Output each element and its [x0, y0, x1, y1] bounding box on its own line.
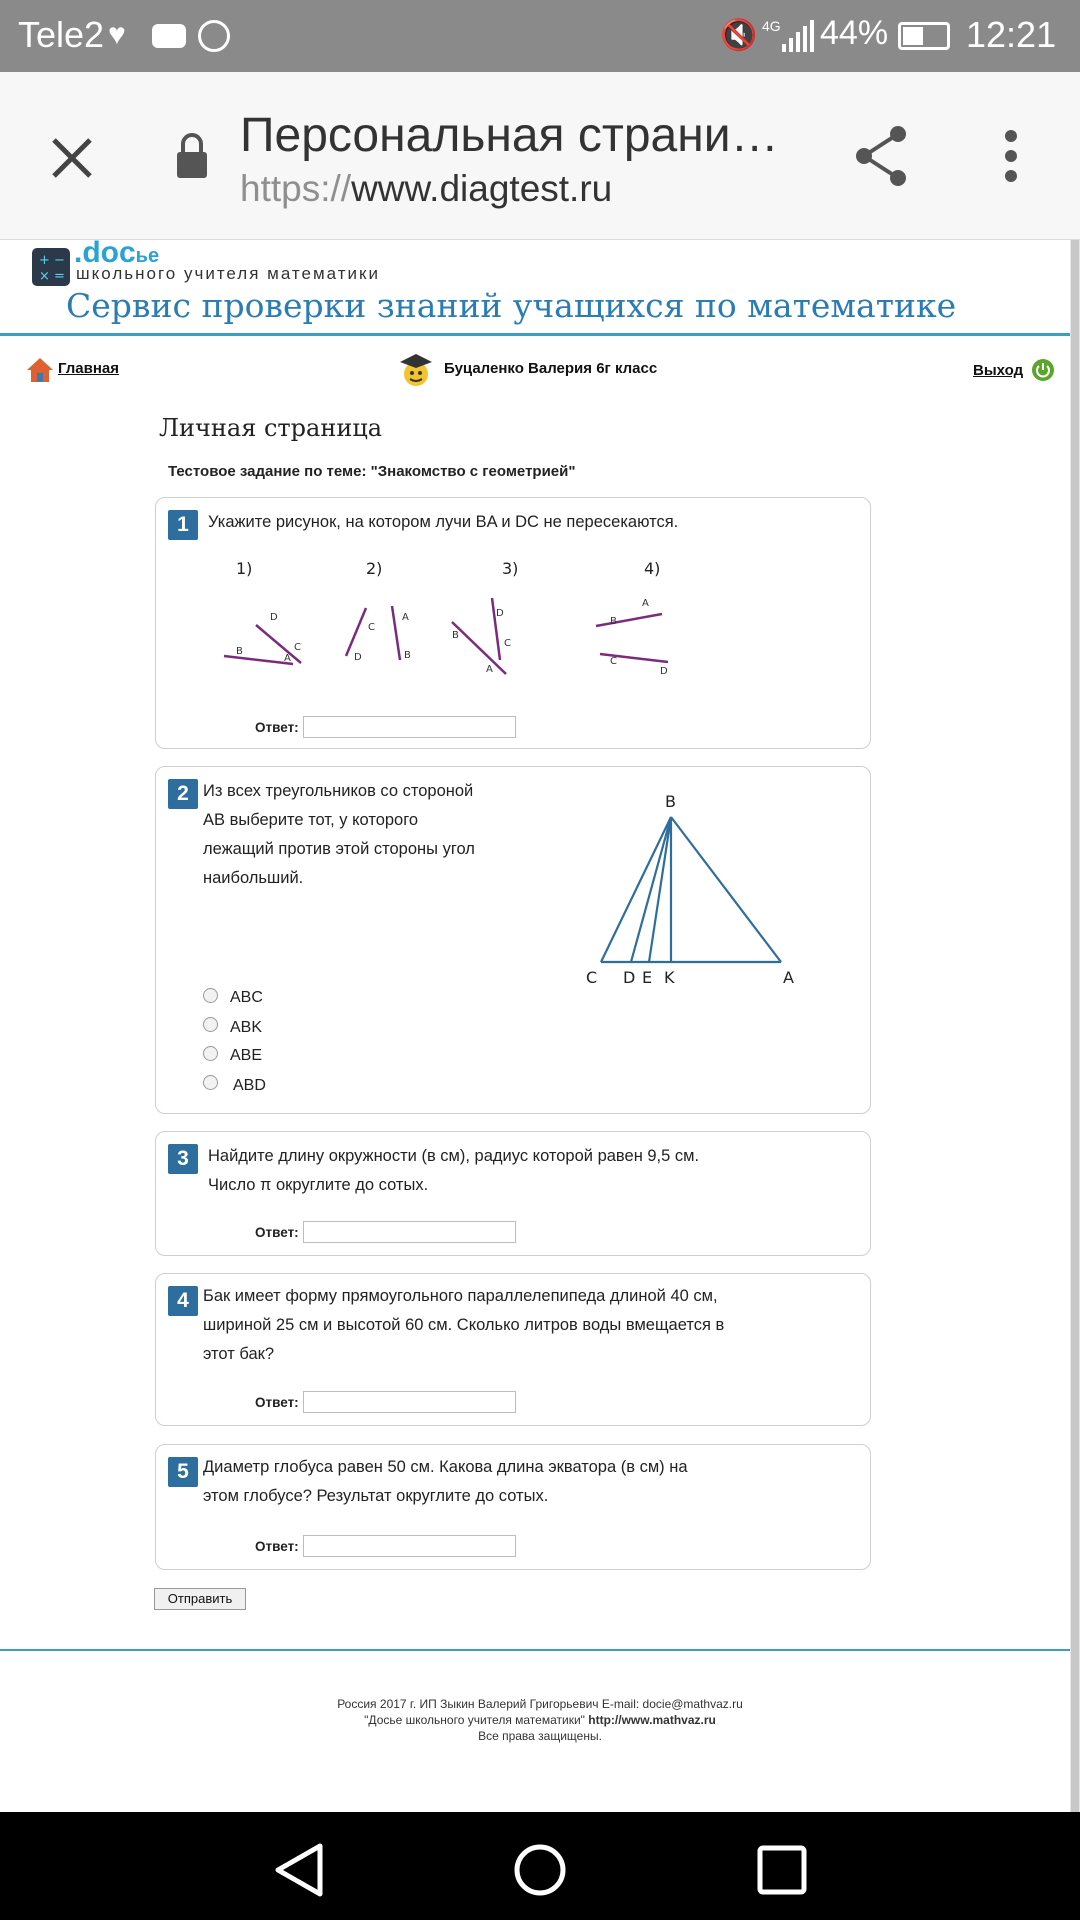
section-heading: Личная страница [159, 414, 383, 442]
triangle-figure [541, 787, 821, 987]
svg-text:B: B [665, 792, 676, 811]
question-card-1 [155, 497, 871, 749]
svg-text:C: C [610, 656, 617, 667]
carrier-name: Tele2 [18, 14, 105, 55]
svg-text:4): 4) [644, 560, 661, 578]
svg-text:A: A [486, 664, 493, 675]
address-bar[interactable] [240, 168, 612, 210]
system-nav-bar [0, 1812, 1080, 1920]
svg-text:K: K [664, 968, 675, 987]
logo-text: .docье [74, 240, 160, 269]
mute-icon: 🔇 [720, 19, 758, 52]
footer-line-3: Все права защищены. [478, 1729, 602, 1743]
svg-text:2): 2) [366, 560, 383, 578]
option-radio-abd[interactable] [203, 1075, 218, 1090]
status-bar [0, 0, 1080, 72]
svg-text:+ −: + − [39, 253, 65, 268]
network-type: 4G [762, 18, 781, 34]
svg-text:× =: × = [39, 269, 65, 284]
browser-toolbar [0, 72, 1080, 240]
svg-text:A: A [402, 612, 409, 623]
svg-text:1): 1) [236, 560, 253, 578]
question-card-5 [155, 1444, 871, 1570]
option-label: ABC [230, 989, 263, 1006]
svg-text:3): 3) [502, 560, 519, 578]
svg-text:C: C [504, 638, 511, 649]
svg-text:D: D [623, 968, 636, 987]
question-text: Укажите рисунок, на котором лучи BA и DC не пересекаются. [208, 513, 679, 531]
svg-text:B: B [236, 646, 243, 657]
question-text: Из всех треугольников со стороной AB выберите тот, у которого лежащий против этой стороны угол наибольший. [203, 782, 475, 887]
option-radio-abc[interactable] [203, 988, 218, 1003]
question-card-4 [155, 1273, 871, 1426]
answer-input-4[interactable] [303, 1391, 516, 1413]
whatsapp-icon [198, 20, 230, 52]
answer-label: Ответ: [255, 1225, 299, 1240]
question-text: Найдите длину окружности (в см), радиус которой равен 9,5 см. Число π округлите до сотых. [208, 1147, 700, 1194]
svg-text:D: D [496, 608, 504, 619]
lock-icon [174, 130, 210, 180]
svg-text:C: C [294, 642, 301, 653]
svg-text:D: D [270, 612, 278, 623]
logo-subtitle: школьного учителя математики [76, 264, 380, 283]
share-icon[interactable] [852, 124, 912, 188]
question-number: 1 [168, 510, 198, 540]
option-radio-abe[interactable] [203, 1046, 218, 1061]
scrollbar[interactable] [1070, 240, 1080, 1812]
footer-divider [0, 1649, 1080, 1651]
option-label: ABK [230, 1019, 263, 1036]
answer-input-5[interactable] [303, 1535, 516, 1557]
svg-text:C: C [368, 622, 375, 633]
submit-button[interactable]: Отправить [154, 1588, 246, 1610]
question-number: 4 [168, 1286, 198, 1316]
question-number: 3 [168, 1144, 198, 1174]
svg-text:A: A [642, 598, 649, 609]
svg-text:E: E [642, 968, 653, 987]
question-number: 2 [168, 779, 198, 809]
footer [0, 1696, 1080, 1744]
answer-label: Ответ: [255, 1395, 299, 1410]
rays-figure [216, 560, 776, 680]
svg-text:A: A [783, 968, 794, 987]
answer-input-1[interactable] [303, 716, 516, 738]
nav-home-link[interactable]: Главная [58, 360, 120, 377]
svg-text:A: A [284, 653, 291, 664]
signal-icon [780, 18, 816, 54]
page-title: Персональная страни… [240, 109, 779, 162]
question-card-3 [155, 1131, 871, 1256]
svg-text:B: B [610, 616, 617, 627]
power-icon[interactable] [1031, 358, 1055, 382]
close-icon[interactable] [50, 136, 94, 180]
question-number: 5 [168, 1457, 198, 1487]
question-card-2 [155, 766, 871, 1114]
question-text: Диаметр глобуса равен 50 см. Какова длина экватора (в см) на этом глобусе? Результат округлите до сотых. [203, 1458, 688, 1505]
home-icon[interactable] [26, 356, 54, 384]
url-scheme: https:// [240, 168, 352, 209]
answer-input-3[interactable] [303, 1221, 516, 1243]
answer-label: Ответ: [255, 720, 299, 735]
battery-icon [898, 22, 950, 50]
svg-text:B: B [452, 630, 459, 641]
option-radio-abk[interactable] [203, 1017, 218, 1032]
home-button-icon[interactable] [512, 1842, 568, 1898]
answer-label: Ответ: [255, 1539, 299, 1554]
footer-link[interactable]: http://www.mathvaz.ru [588, 1713, 716, 1727]
back-icon[interactable] [272, 1842, 328, 1898]
recents-icon[interactable] [756, 1844, 808, 1896]
student-avatar-icon [394, 352, 438, 388]
youtube-icon [152, 24, 186, 48]
svg-text:B: B [404, 650, 411, 661]
logo-calculator-icon [32, 248, 70, 286]
option-label: ABD [233, 1077, 266, 1094]
svg-text:C: C [586, 968, 598, 987]
user-name: Буцаленко Валерия 6г класс [444, 360, 658, 377]
option-label: ABE [230, 1047, 263, 1064]
more-options-icon[interactable] [1000, 128, 1022, 184]
health-icon: ♥ [108, 18, 126, 51]
svg-text:D: D [354, 652, 362, 663]
web-page [0, 240, 1080, 1812]
footer-line-1: Россия 2017 г. ИП Зыкин Валерий Григорьевич E-mail: docie@mathvaz.ru [337, 1697, 743, 1711]
url-host: www.diagtest.ru [351, 168, 613, 209]
site-header-title: Сервис проверки знаний учащихся по математике [66, 286, 957, 325]
question-text: Бак имеет форму прямоугольного параллелепипеда длиной 40 см, шириной 25 см и высотой 60 см. Сколько литров воды вмещается в этот бак? [203, 1287, 725, 1363]
footer-line-2: "Досье школьного учителя математики" http://www.mathvaz.ru [364, 1713, 716, 1727]
header-divider [0, 333, 1080, 336]
test-topic: Тестовое задание по теме: "Знакомство с геометрией" [168, 463, 576, 480]
battery-percent: 44% [820, 14, 889, 52]
clock: 12:21 [966, 14, 1057, 55]
logout-link[interactable]: Выход [973, 362, 1024, 379]
svg-text:D: D [660, 666, 668, 677]
